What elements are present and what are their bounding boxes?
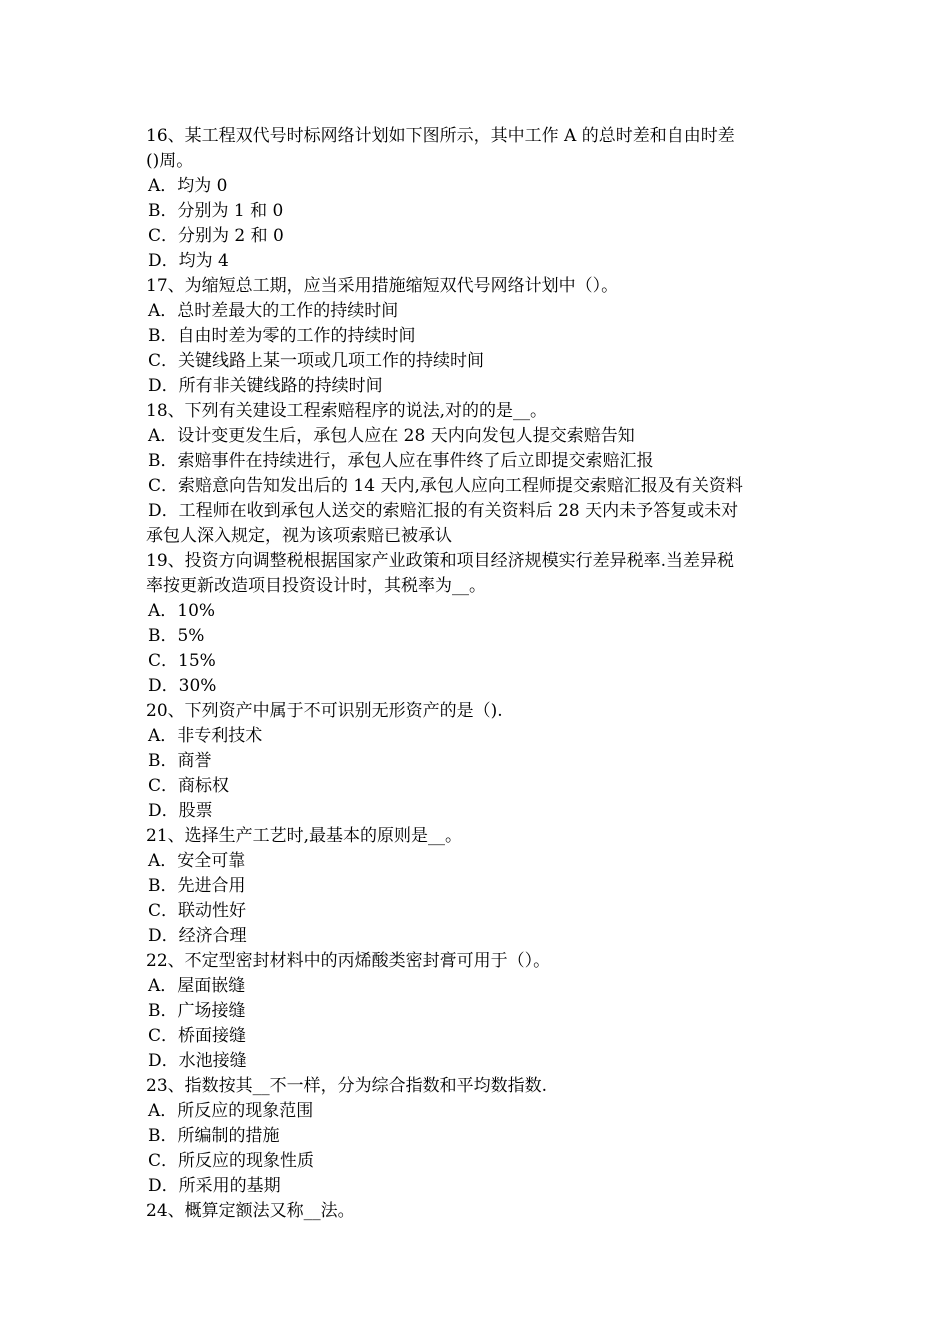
question-22-stem: 22、不定型密封材料中的丙烯酸类密封膏可用于（）。 (146, 951, 551, 971)
question-17-stem: 17、为缩短总工期，应当采用措施缩短双代号网络计划中（）。 (146, 276, 619, 296)
document-page (146, 124, 810, 1224)
question-16-stem-line-2: ()周。 (146, 151, 194, 171)
question-19-option-c: C．15% (148, 651, 216, 671)
question-20-option-b: B．商誉 (148, 751, 212, 771)
question-20-option-d: D．股票 (148, 801, 213, 821)
question-23-option-c: C．所反应的现象性质 (148, 1151, 315, 1171)
question-20-stem: 20、下列资产中属于不可识别无形资产的是（). (146, 701, 503, 721)
question-22-option-c: C．桥面接缝 (148, 1026, 247, 1046)
question-23-stem: 23、指数按其__不一样，分为综合指数和平均数指数. (146, 1076, 548, 1096)
question-19-option-a: A．10% (148, 601, 216, 621)
question-21-stem: 21、选择生产工艺时,最基本的原则是__。 (146, 826, 463, 846)
question-18-stem: 18、下列有关建设工程索赔程序的说法,对的的是__。 (146, 401, 548, 421)
question-16-option-d: D．均为 4 (148, 251, 229, 271)
question-17-option-b: B．自由时差为零的工作的持续时间 (148, 326, 416, 346)
question-21-option-d: D．经济合理 (148, 926, 247, 946)
question-16-option-b: B．分别为 1 和 0 (148, 201, 284, 221)
question-19-stem-line-1: 19、投资方向调整税根据国家产业政策和项目经济规模实行差异税率.当差异税 (146, 551, 735, 571)
question-17-option-c: C．关键线路上某一项或几项工作的持续时间 (148, 351, 485, 371)
question-18-option-d-line-1: D．工程师在收到承包人送交的索赔汇报的有关资料后 28 天内未予答复或未对 (148, 501, 739, 521)
question-16-option-a: A．均为 0 (148, 176, 228, 196)
question-18-option-b: B．索赔事件在持续进行，承包人应在事件终了后立即提交索赔汇报 (148, 451, 654, 471)
question-20-option-c: C．商标权 (148, 776, 230, 796)
question-23-option-d: D．所采用的基期 (148, 1176, 281, 1196)
question-19-option-b: B．5% (148, 626, 205, 646)
question-18-option-d-line-2: 承包人深入规定，视为该项索赔已被承认 (146, 526, 452, 546)
question-17-option-d: D．所有非关键线路的持续时间 (148, 376, 383, 396)
question-16-option-c: C．分别为 2 和 0 (148, 226, 284, 246)
question-21-option-a: A．安全可靠 (148, 851, 246, 871)
question-19-stem-line-2: 率按更新改造项目投资设计时，其税率为__。 (146, 576, 486, 596)
question-16-stem-line-1: 16、某工程双代号时标网络计划如下图所示，其中工作 A 的总时差和自由时差 (146, 126, 735, 146)
question-24-stem: 24、概算定额法又称__法。 (146, 1201, 355, 1221)
question-18-option-a: A．设计变更发生后，承包人应在 28 天内向发包人提交索赔告知 (148, 426, 635, 446)
question-23-option-a: A．所反应的现象范围 (148, 1101, 314, 1121)
question-22-option-d: D．水池接缝 (148, 1051, 247, 1071)
question-23-option-b: B．所编制的措施 (148, 1126, 280, 1146)
question-22-option-b: B．广场接缝 (148, 1001, 246, 1021)
question-22-option-a: A．屋面嵌缝 (148, 976, 246, 996)
question-19-option-d: D．30% (148, 676, 217, 696)
question-17-option-a: A．总时差最大的工作的持续时间 (148, 301, 399, 321)
question-21-option-b: B．先进合用 (148, 876, 246, 896)
question-18-option-c: C．索赔意向告知发出后的 14 天内,承包人应向工程师提交索赔汇报及有关资料 (148, 476, 743, 496)
question-20-option-a: A．非专利技术 (148, 726, 263, 746)
question-21-option-c: C．联动性好 (148, 901, 247, 921)
